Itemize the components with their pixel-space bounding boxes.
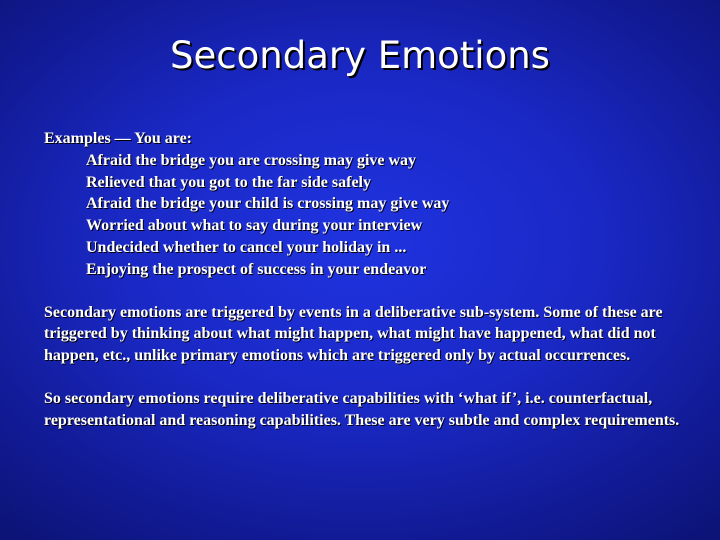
slide-title: Secondary Emotions — [170, 34, 550, 77]
paragraph-requirements: So secondary emotions require deliberative capabilities with ‘what if’, i.e. counterfactual, representational and reasoning capabilities. These are very subtle and complex requirements. — [44, 389, 680, 429]
example-item: Undecided whether to cancel your holiday in ... — [86, 238, 407, 256]
example-item: Afraid the bridge your child is crossing may give way — [86, 195, 450, 213]
slide-body — [44, 128, 694, 432]
example-item: Enjoying the prospect of success in your endeavor — [86, 260, 427, 278]
example-item: Relieved that you got to the far side safely — [86, 173, 371, 191]
examples-heading: Examples — You are: — [44, 130, 192, 147]
example-item: Afraid the bridge you are crossing may give way — [86, 151, 417, 169]
examples-list — [44, 150, 694, 281]
example-item: Worried about what to say during your interview — [86, 217, 423, 235]
paragraph-triggers: Secondary emotions are triggered by events in a deliberative sub-system. Some of these are triggered by thinking about what might happen, what might have happened, what did not happen, etc., unlike primary emotions which are triggered only by actual occurrences. — [44, 303, 663, 365]
